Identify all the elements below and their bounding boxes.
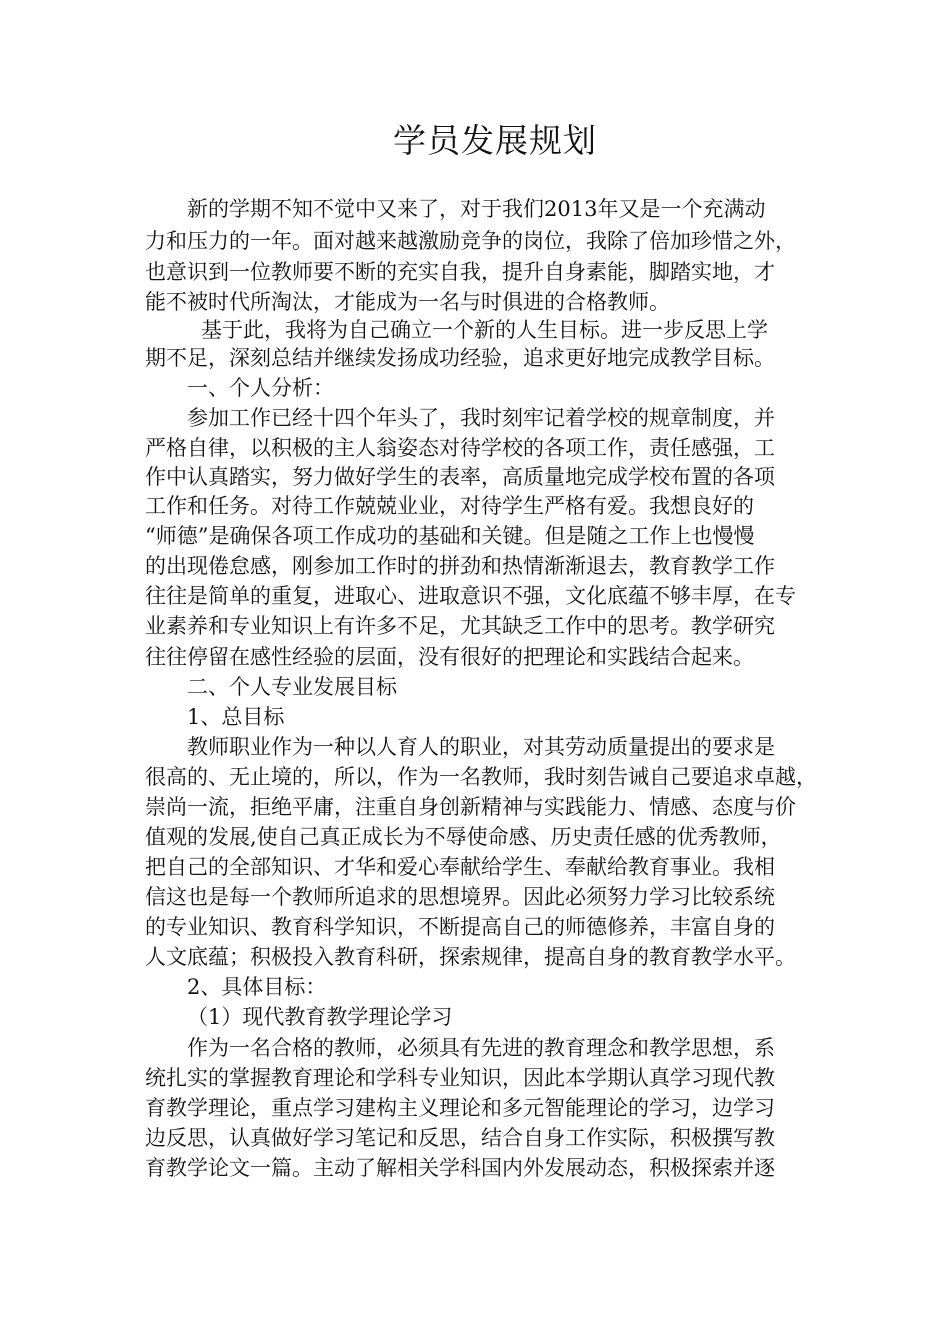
paragraph-line: 参加工作已经十四个年头了，我时刻牢记着学校的规章制度，并 — [187, 406, 775, 430]
paragraph-line: 能不被时代所淘汰，才能成为一名与时俱进的合格教师。 — [145, 290, 670, 314]
section-heading: 二、个人专业发展目标 — [187, 675, 397, 699]
subsection-heading: （1）现代教育教学理论学习 — [187, 1005, 453, 1029]
paragraph-line: 育教学论文一篇。主动了解相关学科国内外发展动态，积极探索并逐 — [145, 1156, 775, 1180]
section-heading: 一、个人分析： — [187, 376, 334, 400]
paragraph-line: 严格自律，以积极的主人翁姿态对待学校的各项工作，责任感强，工 — [145, 436, 775, 460]
paragraph-line: 育教学理论，重点学习建构主义理论和多元智能理论的学习，边学习 — [145, 1096, 775, 1120]
paragraph-line: 人文底蕴；积极投入教育科研，探索规律，提高自身的教育教学水平。 — [145, 945, 796, 969]
subsection-heading: 2、具体目标： — [187, 975, 327, 999]
paragraph-line: 力和压力的一年。面对越来越激励竞争的岗位，我除了倍加珍惜之外， — [145, 229, 796, 253]
paragraph-line: 把自己的全部知识、才华和爱心奉献给学生、奉献给教育事业。我相 — [145, 855, 775, 879]
paragraph-line: “师德”是确保各项工作成功的基础和关键。但是随之工作上也慢慢 — [145, 524, 755, 548]
paragraph-line: 基于此，我将为自己确立一个新的人生目标。进一步反思上学 — [201, 318, 768, 342]
paragraph-line: 工作和任务。对待工作兢兢业业，对待学生严格有爱。我想良好的 — [145, 494, 754, 518]
document-title: 学员发展规划 — [393, 121, 597, 160]
paragraph-line: 作为一名合格的教师，必须具有先进的教育理念和教学思想，系 — [187, 1036, 775, 1060]
subsection-heading: 1、总目标 — [187, 705, 285, 729]
paragraph-line: 统扎实的掌握教育理论和学科专业知识，因此本学期认真学习现代教 — [145, 1066, 775, 1090]
paragraph-line: 业素养和专业知识上有许多不足，尤其缺乏工作中的思考。教学研究 — [145, 614, 775, 638]
paragraph-line: 往往停留在感性经验的层面，没有很好的把理论和实践结合起来。 — [145, 645, 754, 669]
paragraph-line: 往往是简单的重复，进取心、进取意识不强，文化底蕴不够丰厚，在专 — [145, 584, 796, 608]
paragraph-line: 的专业知识、教育科学知识，不断提高自己的师德修养，丰富自身的 — [145, 915, 775, 939]
paragraph-line: 教师职业作为一种以人育人的职业，对其劳动质量提出的要求是 — [187, 735, 775, 759]
paragraph-line: 也意识到一位教师要不断的充实自我，提升自身素能，脚踏实地，才 — [145, 260, 775, 284]
paragraph-line: 崇尚一流，拒绝平庸，注重自身创新精神与实践能力、情感、态度与价 — [145, 795, 796, 819]
paragraph-line: 值观的发展,使自己真正成长为不辱使命感、历史责任感的优秀教师， — [145, 825, 782, 849]
paragraph-line: 很高的、无止境的，所以，作为一名教师，我时刻告诫自己要追求卓越， — [145, 765, 817, 789]
paragraph-line: 新的学期不知不觉中又来了，对于我们2013年又是一个充满动 — [187, 197, 766, 221]
paragraph-line: 边反思，认真做好学习笔记和反思，结合自身工作实际，积极撰写教 — [145, 1126, 775, 1150]
paragraph-line: 信这也是每一个教师所追求的思想境界。因此必须努力学习比较系统 — [145, 885, 775, 909]
paragraph-line: 的出现倦怠感，刚参加工作时的拼劲和热情渐渐退去，教育教学工作 — [145, 554, 775, 578]
paragraph-line: 作中认真踏实，努力做好学生的表率，高质量地完成学校布置的各项 — [145, 465, 775, 489]
paragraph-line: 期不足，深刻总结并继续发扬成功经验，追求更好地完成教学目标。 — [145, 346, 775, 370]
